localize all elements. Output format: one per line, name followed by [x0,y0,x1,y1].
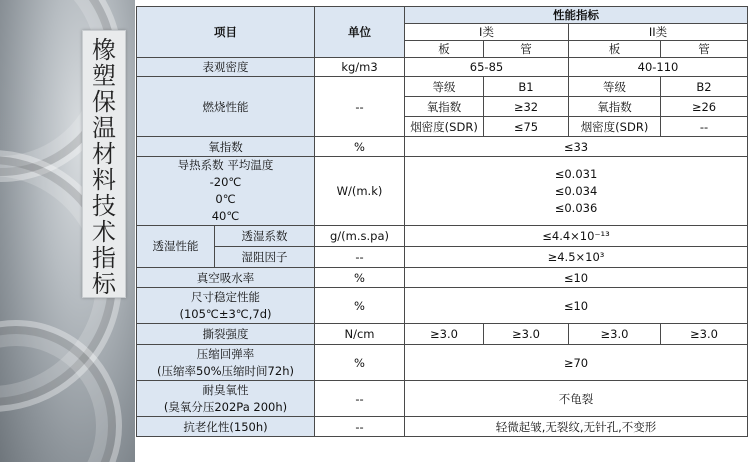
title-char: 温 [92,114,116,142]
oxy-label: 氧指数 [569,97,661,117]
thermal-label-line: 40℃ [211,209,240,223]
header-board: 板 [405,41,484,58]
perm-label: 透湿系数 [215,226,315,247]
thermal-values [405,157,748,226]
ozone-label [137,381,315,417]
rebound-label-line: 压缩回弹率 [196,346,255,361]
oxygen-value: ≤33 [405,137,748,157]
smoke-label: 烟密度(SDR) [569,117,661,137]
thermal-unit: W/(m.k) [315,157,405,226]
tear-value: ≥3.0 [569,324,661,345]
ozone-label-line: 耐臭氧性 [202,382,249,397]
header-class1: I类 [405,24,569,41]
thermal-value: ≤0.034 [554,183,598,198]
dimension-value: ≤10 [405,288,748,324]
tear-value: ≥3.0 [484,324,569,345]
header-pipe: 管 [661,41,748,58]
dimension-unit: % [315,288,405,324]
thermal-label-line: -20℃ [209,175,242,189]
dimension-label [137,288,315,324]
oxy-label: 氧指数 [405,97,484,117]
title-char: 保 [92,88,116,116]
density-class1: 65-85 [405,58,569,77]
combustion-label: 燃烧性能 [137,77,315,137]
ozone-label-line: (臭氧分压202Pa 200h) [163,399,288,414]
vacuum-value: ≤10 [405,268,748,288]
header-performance: 性能指标 [405,7,748,24]
rebound-value: ≥70 [405,345,748,381]
perm-value: ≤4.4×10⁻¹³ [405,226,748,247]
thermal-value: ≤0.036 [554,200,598,215]
foam-roll-image [0,0,135,462]
thermal-label [137,157,315,226]
oxygen-unit: % [315,137,405,157]
ozone-unit: -- [315,381,405,417]
title-char: 料 [92,166,116,194]
grade-label: 等级 [569,77,661,97]
aging-label: 抗老化性(150h) [137,417,315,437]
thermal-value: ≤0.031 [554,166,598,181]
header-pipe: 管 [484,41,569,58]
resist-value: ≥4.5×10³ [405,247,748,268]
thermal-label-line: 导热系数 平均温度 [177,158,274,172]
title-char: 指 [92,244,116,272]
vertical-title [82,30,126,298]
tear-value: ≥3.0 [661,324,748,345]
header-unit: 单位 [315,7,405,58]
title-char: 术 [92,218,116,246]
resist-unit: -- [315,247,405,268]
aging-unit: -- [315,417,405,437]
header-board: 板 [569,41,661,58]
smoke-class1: ≤75 [484,117,569,137]
combustion-unit: -- [315,77,405,137]
aging-value: 轻微起皱,无裂纹,无针孔,不变形 [405,417,748,437]
header-item: 项目 [137,7,315,58]
perm-unit: g/(m.s.pa) [315,226,405,247]
title-char: 标 [92,270,116,298]
dimension-label-line: 尺寸稳定性能 [191,289,260,304]
tear-value: ≥3.0 [405,324,484,345]
density-class2: 40-110 [569,58,748,77]
oxy-class2: ≥26 [661,97,748,117]
density-unit: kg/m3 [315,58,405,77]
vacuum-label: 真空吸水率 [137,268,315,288]
tear-label: 撕裂强度 [137,324,315,345]
title-char: 塑 [92,62,116,90]
tear-unit: N/cm [315,324,405,345]
dimension-label-line: (105℃±3℃,7d) [179,306,272,321]
rebound-label-line: (压缩率50%压缩时间72h) [157,363,294,378]
smoke-label: 烟密度(SDR) [405,117,484,137]
resist-label: 湿阻因子 [215,247,315,268]
smoke-class2: -- [661,117,748,137]
title-char: 技 [92,192,116,220]
oxygen-label: 氧指数 [137,137,315,157]
grade-class2: B2 [661,77,748,97]
title-char: 材 [92,140,116,168]
vacuum-unit: % [315,268,405,288]
thermal-label-line: 0℃ [215,192,236,206]
rebound-unit: % [315,345,405,381]
density-label: 表观密度 [137,58,315,77]
moisture-group-label: 透湿性能 [137,226,215,268]
header-class2: II类 [569,24,748,41]
grade-label: 等级 [405,77,484,97]
oxy-class1: ≥32 [484,97,569,117]
title-char: 橡 [92,36,116,64]
rebound-label [137,345,315,381]
grade-class1: B1 [484,77,569,97]
spec-table [136,6,748,437]
ozone-value: 不龟裂 [405,381,748,417]
